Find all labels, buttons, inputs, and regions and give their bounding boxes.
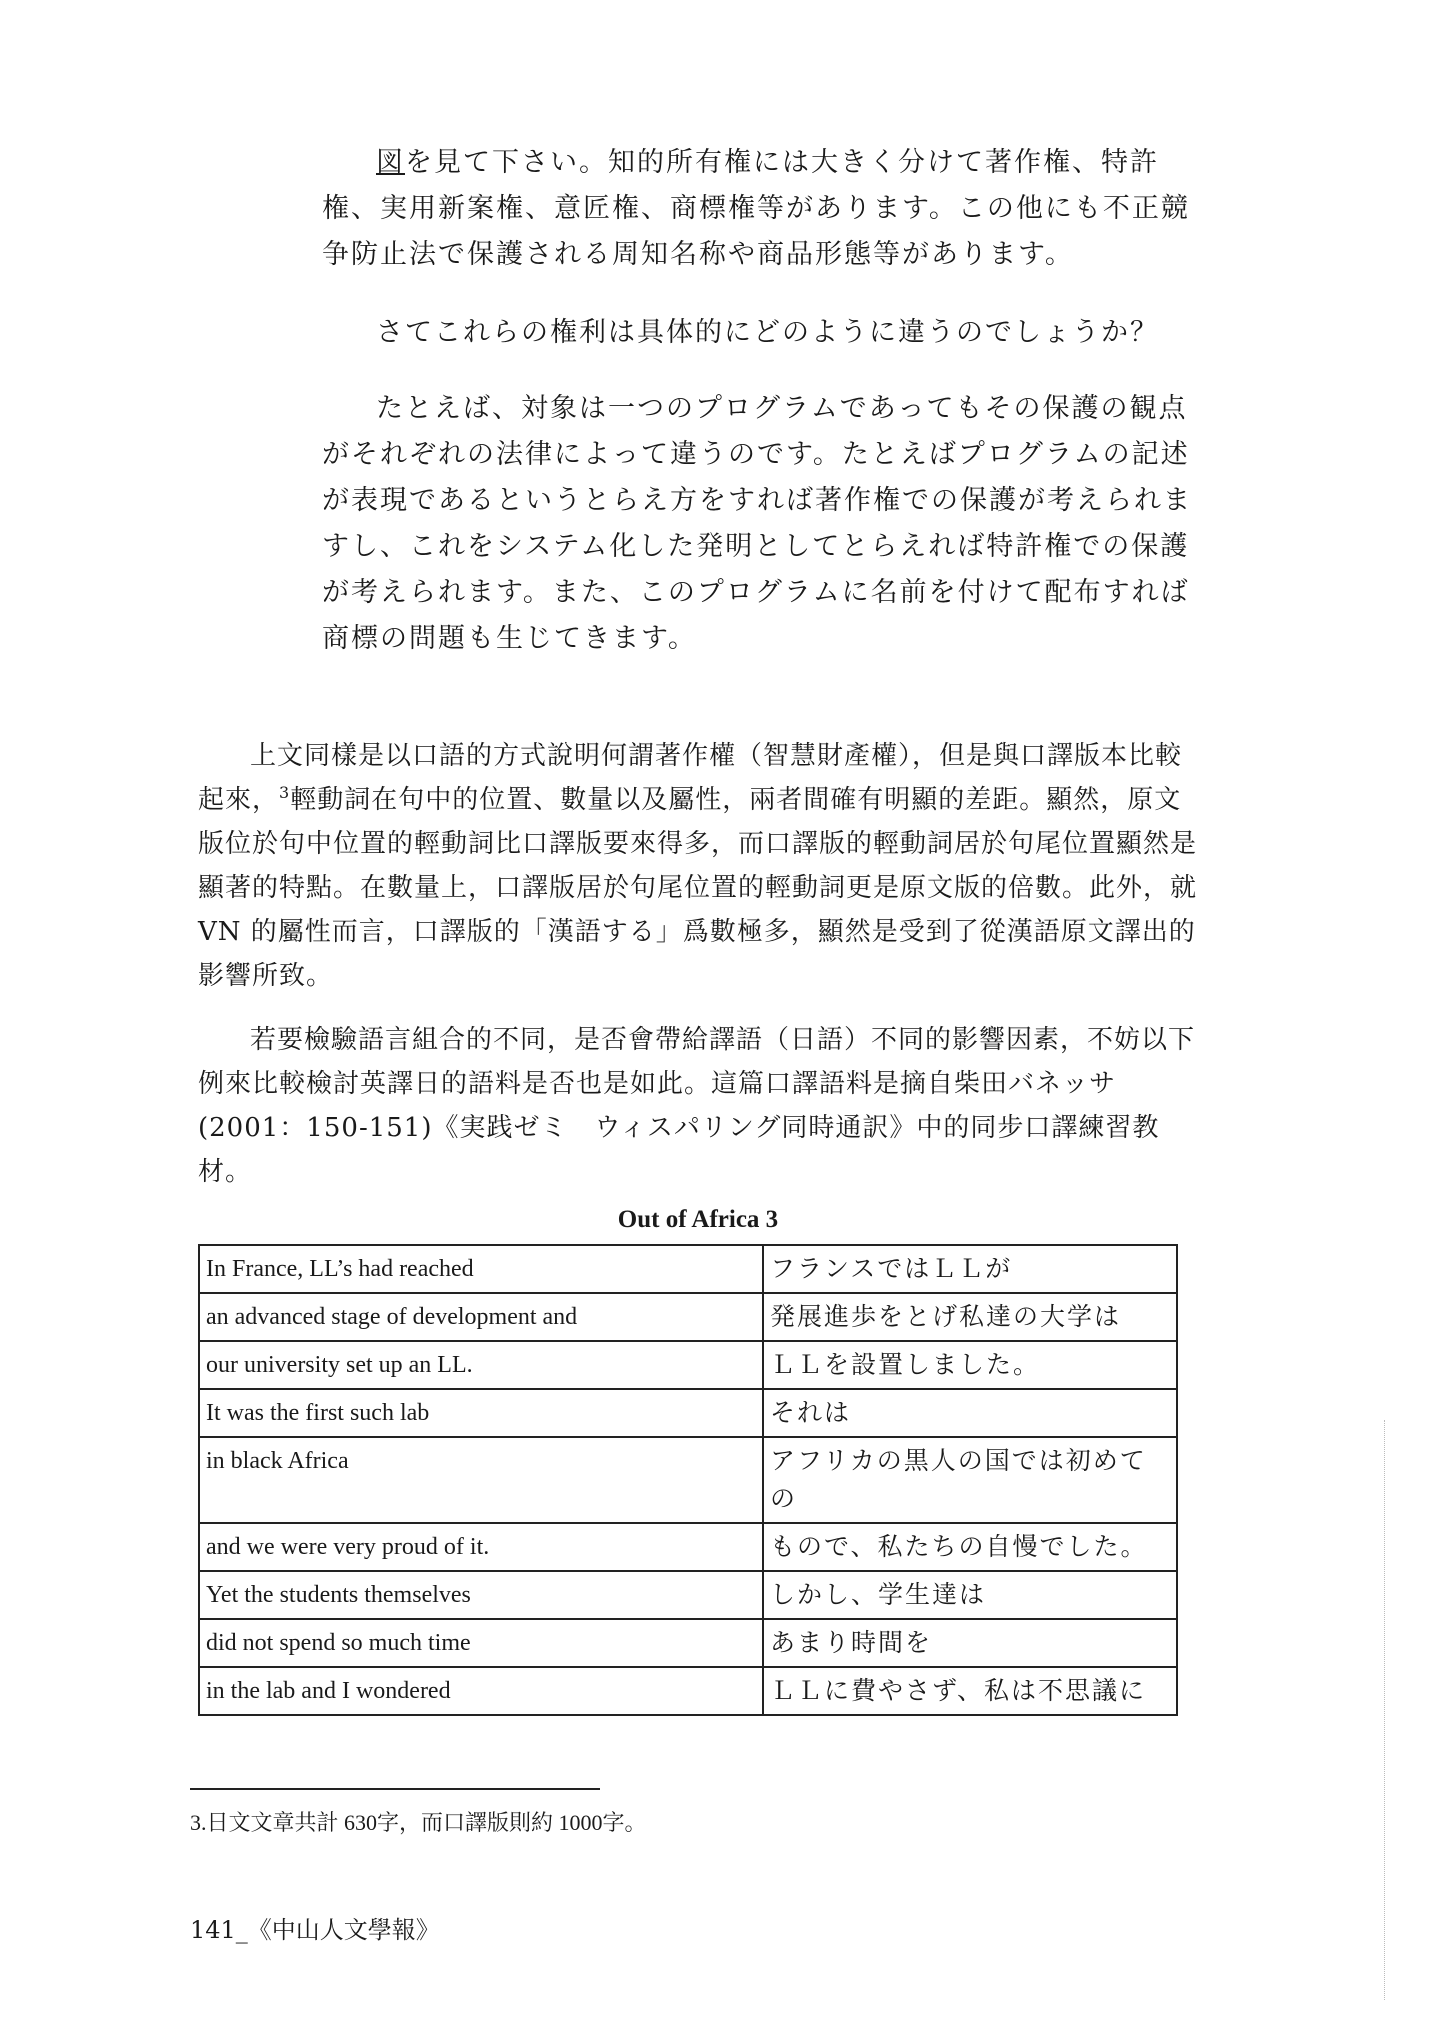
table-row (199, 1245, 1177, 1293)
japanese-cell: ＬＬを設置しました。 (763, 1341, 1177, 1389)
japanese-cell: しかし、学生達は (763, 1571, 1177, 1619)
jp-paragraph-3 (322, 386, 1202, 662)
english-cell: our university set up an LL. (199, 1341, 763, 1389)
table-row (199, 1389, 1177, 1437)
jp-paragraph-3-text: たとえば、対象は一つのプログラムであってもその保護の観点がそれぞれの法律によって違うのです。たとえばプログラムの記述が表現であるというとらえ方をすれば著作権での保護が考えられますし、これをシステム化した発明としてとらえれば特許権での保護が考えられます。また、このプログラムに名前を付けて配布すれば商標の問題も生じてきます。 (322, 393, 1192, 654)
english-cell: In France, LL’s had reached (199, 1245, 763, 1293)
zh-paragraph-2 (198, 1018, 1198, 1194)
zh-paragraph-1 (198, 734, 1198, 998)
english-cell: It was the first such lab (199, 1389, 763, 1437)
english-cell: Yet the students themselves (199, 1571, 763, 1619)
table-row (199, 1293, 1177, 1341)
table-title: Out of Africa 3 (617, 1206, 779, 1233)
parallel-text-table (198, 1244, 1178, 1716)
figure-reference: 図 (376, 147, 405, 178)
table-row (199, 1667, 1177, 1715)
table-row (199, 1571, 1177, 1619)
english-cell: in black Africa (199, 1437, 763, 1523)
japanese-cell: 発展進歩をとげ私達の大学は (763, 1293, 1177, 1341)
footnote: 3.日文文章共計 630字，而口譯版則約 1000字。 (190, 1810, 647, 1835)
japanese-cell: ＬＬに費やさず、私は不思議に (763, 1667, 1177, 1715)
zh-paragraph-1-after: 輕動詞在句中的位置、數量以及屬性，兩者間確有明顯的差距。顯然，原文版位於句中位置的輕動詞比口譯版要來得多，而口譯版的輕動詞居於句尾位置顯然是顯著的特點。在數量上，口譯版居於句尾位置的輕動詞更是原文版的倍數。此外，就 VN 的屬性而言，口譯版的「漢語する」爲數極多，顯然是受到了從漢語原文譯出的影響所致。 (198, 785, 1198, 991)
scan-edge-line (1384, 1420, 1385, 2000)
japanese-cell: フランスではＬＬが (763, 1245, 1177, 1293)
japanese-cell: アフリカの黒人の国では初めての (763, 1437, 1177, 1523)
table-row (199, 1437, 1177, 1523)
jp-paragraph-1-text: を見て下さい。知的所有権には大きく分けて著作権、特許権、実用新案権、意匠権、商標権等があります。この他にも不正競争防止法で保護される周知名称や商品形態等があります。 (322, 147, 1190, 270)
footnote-marker: 3 (279, 783, 291, 802)
jp-paragraph-2 (322, 310, 1202, 356)
table-row (199, 1619, 1177, 1667)
zh-paragraph-2-text: 若要檢驗語言組合的不同，是否會帶給譯語（日語）不同的影響因素，不妨以下例來比較檢討英譯日的語料是否也是如此。這篇口譯語料是摘自柴田バネッサ(2001：150-151)《実践ゼミ ウィスパリング同時通訳》中的同步口譯練習教材。 (198, 1025, 1196, 1187)
japanese-cell: それは (763, 1389, 1177, 1437)
english-cell: an advanced stage of development and (199, 1293, 763, 1341)
english-cell: did not spend so much time (199, 1619, 763, 1667)
page-footer: 141_《中山人文學報》 (190, 1916, 440, 1944)
english-cell: and we were very proud of it. (199, 1523, 763, 1571)
footnote-divider (190, 1788, 600, 1790)
jp-paragraph-2-text: さてこれらの権利は具体的にどのように違うのでしょうか？ (376, 317, 1159, 348)
english-cell: in the lab and I wondered (199, 1667, 763, 1715)
jp-paragraph-1 (322, 140, 1202, 278)
japanese-cell: あまり時間を (763, 1619, 1177, 1667)
zh-paragraph-1-before: 上文同樣是以口語的方式說明何謂著作權（智慧財產權），但是與口譯版本比較起來， (198, 741, 1183, 815)
table-row (199, 1341, 1177, 1389)
table-row (199, 1523, 1177, 1571)
japanese-cell: もので、私たちの自慢でした。 (763, 1523, 1177, 1571)
